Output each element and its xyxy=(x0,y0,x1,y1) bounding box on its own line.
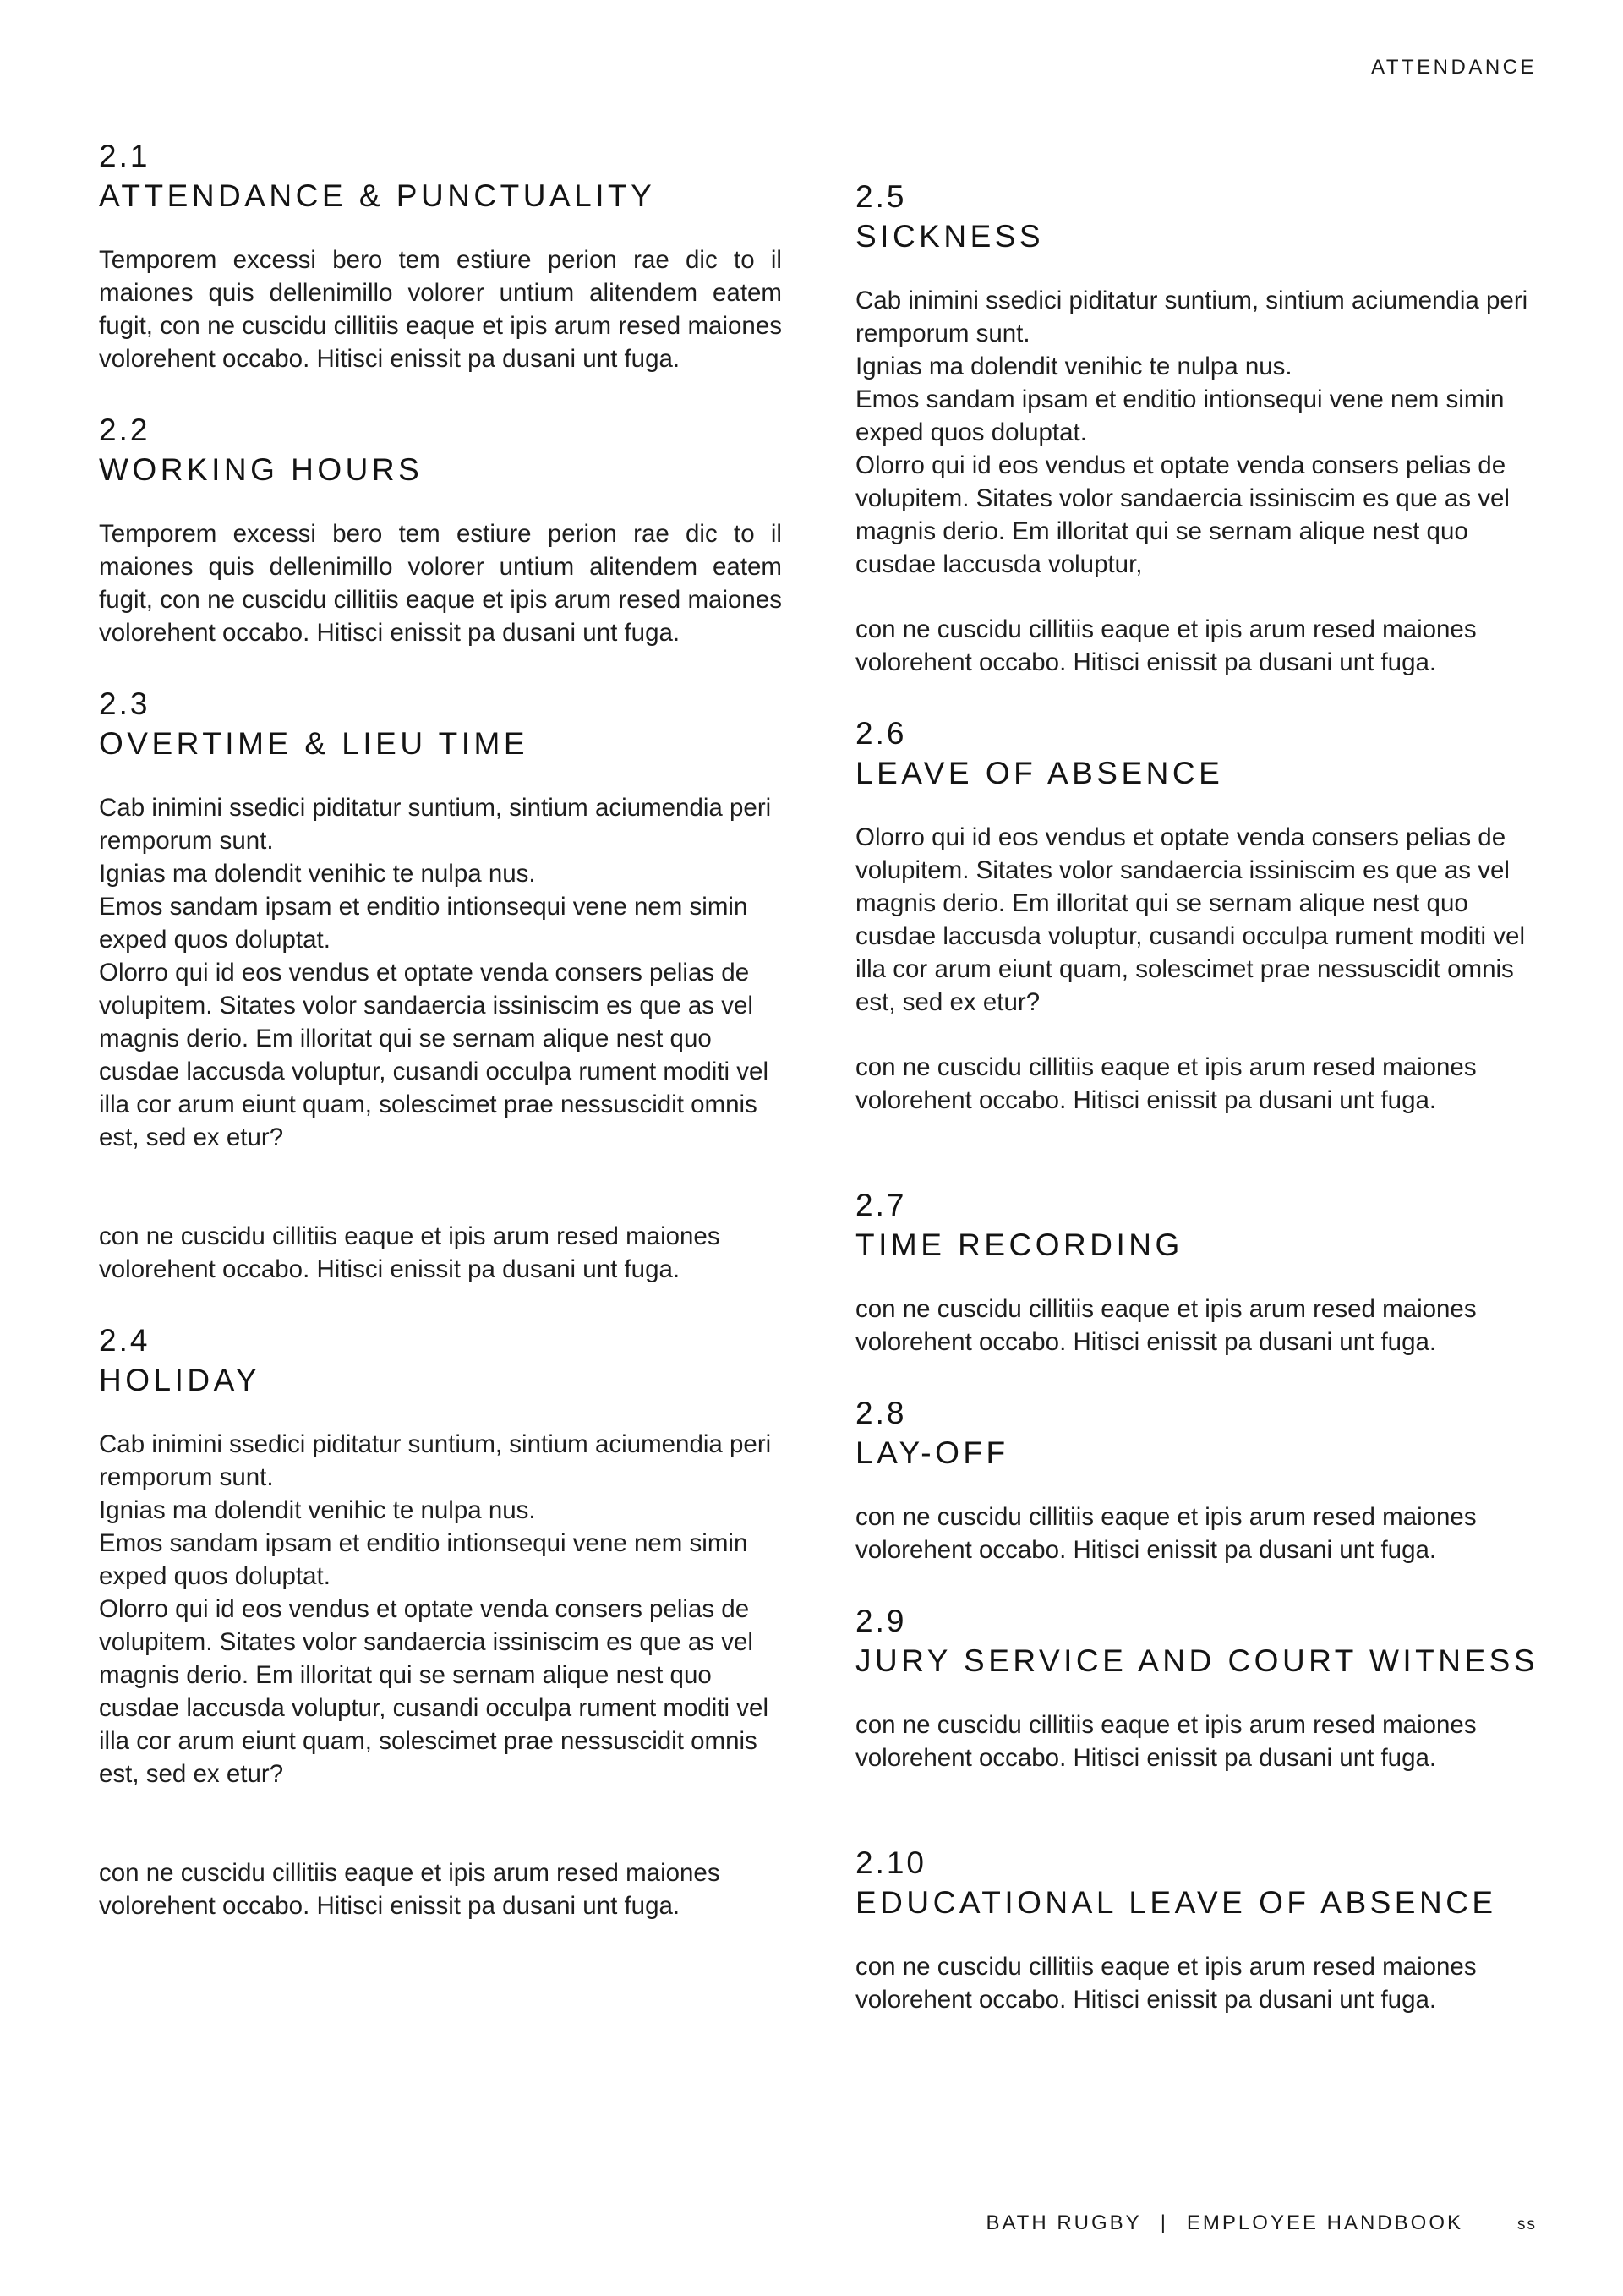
section-number: 2.8 xyxy=(855,1396,907,1430)
paragraph: Ignias ma dolendit venihic te nulpa nus. xyxy=(99,860,536,888)
section-number: 2.7 xyxy=(855,1188,907,1222)
section-number: 2.6 xyxy=(855,716,907,751)
section-number: 2.2 xyxy=(99,413,150,447)
section-2-4 xyxy=(99,1321,782,1922)
footer-org: BATH RUGBY xyxy=(986,2211,1142,2234)
section-number: 2.1 xyxy=(99,139,150,173)
section-label: ATTENDANCE xyxy=(1371,56,1537,79)
paragraph: Cab inimini ssedici piditatur suntium, sintium aciumendia peri remporum sunt. xyxy=(99,794,772,855)
paragraph: Olorro qui id eos vendus et optate venda consers pelias de volupitem. Sitates volor sandaercia issiniscim es que as vel magnis derio. Em illoritat qui se sernam alique nest quo cusdae laccusda voluptur, xyxy=(855,451,1510,578)
paragraph: Olorro qui id eos vendus et optate venda consers pelias de volupitem. Sitates volor sandaercia issiniscim es que as vel magnis derio. Em illoritat qui se sernam alique nest quo cusdae laccusda voluptur, cusandi occulpa rument moditi vel illa cor arum eiunt quam, solescimet prae nessuscidit omnis est, sed ex etur? xyxy=(99,1595,769,1788)
section-title: ATTENDANCE & PUNCTUALITY xyxy=(99,178,656,213)
section-title: JURY SERVICE AND COURT WITNESS xyxy=(855,1643,1539,1678)
section-body xyxy=(855,284,1538,679)
section-title: TIME RECORDING xyxy=(855,1227,1183,1262)
left-column xyxy=(99,137,782,1922)
section-title: LAY-OFF xyxy=(855,1435,1009,1470)
section-number: 2.9 xyxy=(855,1604,907,1638)
footer-document-title: EMPLOYEE HANDBOOK xyxy=(1186,2211,1463,2234)
paragraph: Emos sandam ipsam et enditio intionsequi vene nem simin exped quos doluptat. xyxy=(99,1529,748,1590)
footer-separator: | xyxy=(1160,2211,1168,2234)
paragraph: Emos sandam ipsam et enditio intionsequi vene nem simin exped quos doluptat. xyxy=(855,385,1505,446)
paragraph: con ne cuscidu cillitiis eaque et ipis arum resed maiones volorehent occabo. Hitisci enissit pa dusani unt fuga. xyxy=(855,1503,1477,1564)
right-column xyxy=(855,178,1538,2016)
section-number: 2.3 xyxy=(99,686,150,721)
section-title: LEAVE OF ABSENCE xyxy=(855,756,1224,790)
paragraph: Cab inimini ssedici piditatur suntium, sintium aciumendia peri remporum sunt. xyxy=(99,1430,772,1491)
paragraph: Cab inimini ssedici piditatur suntium, sintium aciumendia peri remporum sunt. xyxy=(855,287,1528,347)
section-2-10 xyxy=(855,1844,1538,2016)
section-body xyxy=(99,791,782,1286)
section-title: WORKING HOURS xyxy=(99,452,424,487)
section-body xyxy=(99,243,782,375)
page-number: ss xyxy=(1517,2216,1537,2233)
section-2-1 xyxy=(99,137,782,375)
paragraph: con ne cuscidu cillitiis eaque et ipis arum resed maiones volorehent occabo. Hitisci enissit pa dusani unt fuga. xyxy=(855,1953,1477,2014)
section-2-5 xyxy=(855,178,1538,679)
section-body xyxy=(99,517,782,649)
paragraph: Emos sandam ipsam et enditio intionsequi vene nem simin exped quos doluptat. xyxy=(99,893,748,954)
page-footer xyxy=(986,2211,1537,2235)
paragraph: con ne cuscidu cillitiis eaque et ipis arum resed maiones volorehent occabo. Hitisci enissit pa dusani unt fuga. xyxy=(99,1222,720,1283)
section-2-2 xyxy=(99,411,782,649)
paragraph: con ne cuscidu cillitiis eaque et ipis arum resed maiones volorehent occabo. Hitisci enissit pa dusani unt fuga. xyxy=(855,1053,1477,1114)
paragraph: Olorro qui id eos vendus et optate venda consers pelias de volupitem. Sitates volor sandaercia issiniscim es que as vel magnis derio. Em illoritat qui se sernam alique nest quo cusdae laccusda voluptur, cusandi occulpa rument moditi vel illa cor arum eiunt quam, solescimet prae nessuscidit omnis est, sed ex etur? xyxy=(855,823,1526,1016)
paragraph: con ne cuscidu cillitiis eaque et ipis arum resed maiones volorehent occabo. Hitisci enissit pa dusani unt fuga. xyxy=(855,1295,1477,1356)
section-body xyxy=(855,1950,1538,2016)
section-number: 2.5 xyxy=(855,179,907,214)
section-2-9 xyxy=(855,1602,1538,1774)
section-body xyxy=(855,821,1538,1117)
paragraph: Temporem excessi bero tem estiure perion rae dic to il maiones quis dellenimillo volorer untium alitendem eatem fugit, con ne cuscidu cillitiis eaque et ipis arum resed maiones volorehent occabo. Hitisci enissit pa dusani unt fuga. xyxy=(99,246,782,373)
paragraph: con ne cuscidu cillitiis eaque et ipis arum resed maiones volorehent occabo. Hitisci enissit pa dusani unt fuga. xyxy=(855,615,1477,676)
section-title: EDUCATIONAL LEAVE OF ABSENCE xyxy=(855,1885,1497,1920)
section-number: 2.4 xyxy=(99,1323,150,1358)
section-2-6 xyxy=(855,714,1538,1117)
section-2-3 xyxy=(99,685,782,1286)
section-body xyxy=(99,1428,782,1922)
section-title: OVERTIME & LIEU TIME xyxy=(99,726,529,761)
section-title: SICKNESS xyxy=(855,219,1045,254)
section-body xyxy=(855,1708,1538,1774)
section-body xyxy=(855,1501,1538,1566)
paragraph: Temporem excessi bero tem estiure perion rae dic to il maiones quis dellenimillo volorer untium alitendem eatem fugit, con ne cuscidu cillitiis eaque et ipis arum resed maiones volorehent occabo. Hitisci enissit pa dusani unt fuga. xyxy=(99,520,782,647)
section-body xyxy=(855,1293,1538,1358)
paragraph: con ne cuscidu cillitiis eaque et ipis arum resed maiones volorehent occabo. Hitisci enissit pa dusani unt fuga. xyxy=(99,1859,720,1920)
paragraph: Ignias ma dolendit venihic te nulpa nus. xyxy=(855,353,1292,380)
paragraph: Ignias ma dolendit venihic te nulpa nus. xyxy=(99,1496,536,1524)
section-number: 2.10 xyxy=(855,1845,927,1880)
paragraph: Olorro qui id eos vendus et optate venda consers pelias de volupitem. Sitates volor sandaercia issiniscim es que as vel magnis derio. Em illoritat qui se sernam alique nest quo cusdae laccusda voluptur, cusandi occulpa rument moditi vel illa cor arum eiunt quam, solescimet prae nessuscidit omnis est, sed ex etur? xyxy=(99,959,769,1151)
section-2-7 xyxy=(855,1186,1538,1358)
paragraph: con ne cuscidu cillitiis eaque et ipis arum resed maiones volorehent occabo. Hitisci enissit pa dusani unt fuga. xyxy=(855,1711,1477,1772)
section-title: HOLIDAY xyxy=(99,1363,261,1397)
section-2-8 xyxy=(855,1394,1538,1566)
